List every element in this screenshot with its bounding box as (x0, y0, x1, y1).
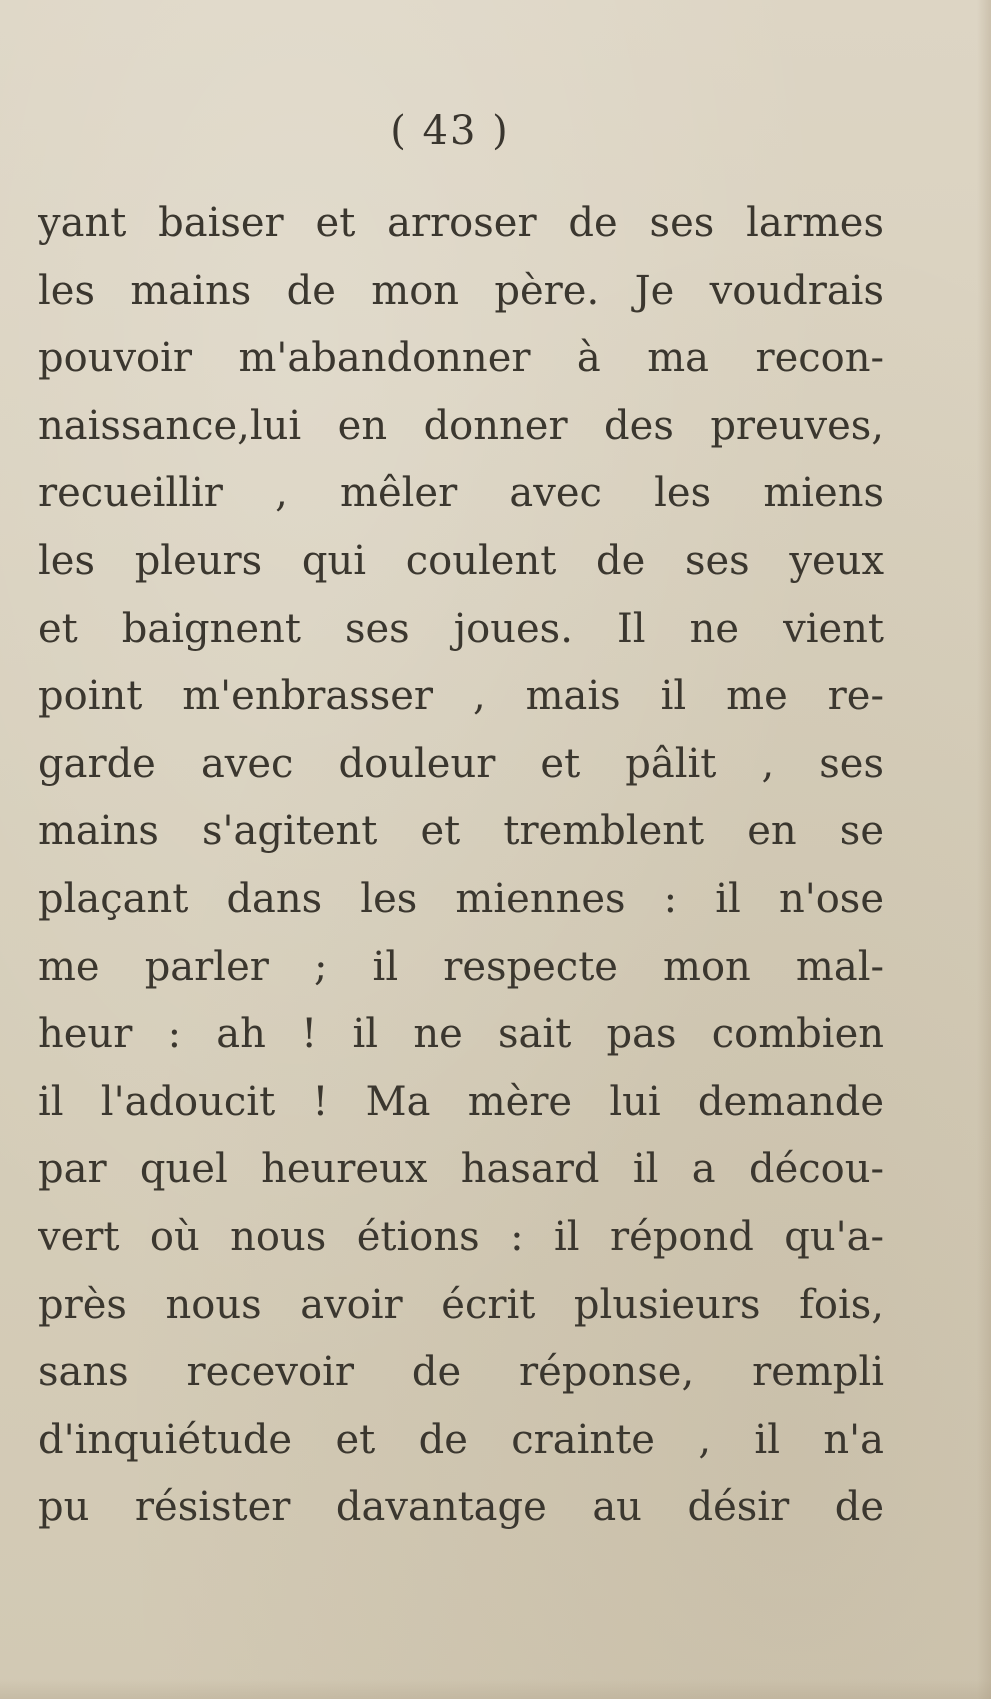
text-line: les mains de mon père. Je voudrais (38, 267, 884, 314)
text-line: d'inquiétude et de crainte , il n'a (38, 1416, 884, 1463)
text-line: par quel heureux hasard il a décou- (38, 1146, 884, 1193)
page-edge-shadow-right (977, 0, 991, 1699)
text-line: garde avec douleur et pâlit , ses (38, 740, 884, 787)
text-line: près nous avoir écrit plusieurs fois, (38, 1281, 884, 1328)
text-line: me parler ; il respecte mon mal- (38, 943, 884, 990)
text-line: mains s'agitent et tremblent en se (38, 808, 884, 855)
text-line: point m'enbrasser , mais il me re- (38, 673, 884, 720)
text-line: il l'adoucit ! Ma mère lui demande (38, 1078, 884, 1125)
text-line: plaçant dans les miennes : il n'ose (38, 875, 884, 922)
text-line: et baignent ses joues. Il ne vient (38, 605, 884, 652)
text-line: yant baiser et arroser de ses larmes (38, 200, 884, 246)
text-line: pouvoir m'abandonner à ma recon- (38, 335, 884, 382)
page-number: ( 43 ) (390, 108, 510, 154)
text-line: heur : ah ! il ne sait pas combien (38, 1011, 884, 1058)
text-line: recueillir , mêler avec les miens (38, 470, 884, 517)
text-line: naissance,lui en donner des preuves, (38, 402, 884, 449)
body-text (38, 190, 884, 1542)
text-line: sans recevoir de réponse, rempli (38, 1349, 884, 1396)
text-line: pu résister davantage au désir de (38, 1484, 884, 1531)
text-line: les pleurs qui coulent de ses yeux (38, 537, 884, 584)
page-edge-shadow-bottom (0, 1679, 991, 1699)
text-line: vert où nous étions : il répond qu'a- (38, 1213, 884, 1260)
